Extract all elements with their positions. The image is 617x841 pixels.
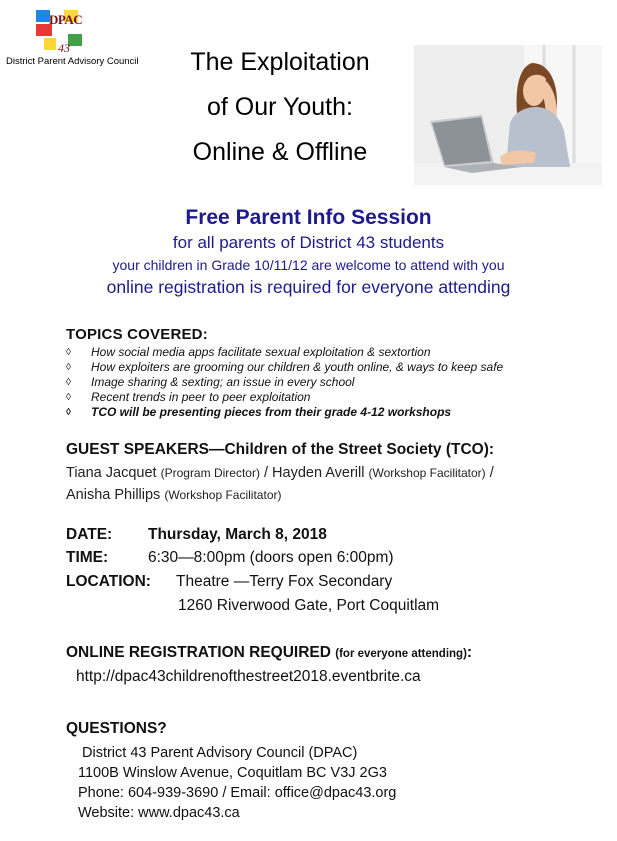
contact-website[interactable]: Website: www.dpac43.ca: [78, 805, 240, 821]
event-location-row: [66, 573, 392, 591]
location-label: LOCATION:: [66, 573, 151, 590]
logo-letters: DPAC: [49, 12, 83, 27]
topic-text: Recent trends in peer to peer exploitation: [91, 390, 311, 404]
questions-title: QUESTIONS?: [66, 720, 167, 737]
speaker-name: Tiana Jacquet: [66, 465, 157, 481]
logo-square-yellow-2: [44, 38, 56, 50]
speaker-role: (Workshop Facilitator): [164, 488, 282, 502]
topic-text: Image sharing & sexting; an issue in every school: [91, 375, 355, 389]
diamond-bullet-icon: ◊: [66, 377, 71, 388]
date-label: DATE:: [66, 526, 113, 543]
flyer-title: [150, 40, 410, 175]
logo-square-green: [68, 34, 82, 46]
contact-email[interactable]: Email: office@dpac43.org: [230, 785, 397, 801]
logo-number: 43: [58, 41, 70, 55]
topic-item: [66, 390, 503, 405]
topic-item: [66, 345, 503, 360]
contact-phone: Phone: 604-939-3690: [78, 785, 219, 801]
title-line-3: Online & Offline: [192, 138, 368, 166]
title-line-1: The Exploitation: [190, 48, 370, 76]
speakers-list: [66, 462, 586, 506]
topic-item: [66, 360, 503, 375]
registration-note: (for everyone attending): [335, 648, 467, 660]
session-subheading: for all parents of District 43 students: [172, 233, 445, 252]
time-value: 6:30—8:00pm (doors open 6:00pm): [148, 549, 394, 566]
topic-text: How social media apps facilitate sexual exploitation & sextortion: [91, 345, 431, 359]
registration-title: [66, 644, 472, 662]
session-block: [0, 204, 617, 298]
session-registration-note: online registration is required for everyone attending: [106, 277, 511, 297]
title-line-2: of Our Youth:: [207, 93, 353, 121]
session-grades-note: your children in Grade 10/11/12 are welcome to attend with you: [112, 257, 505, 273]
location-line-1: Theatre —Terry Fox Secondary: [176, 573, 393, 590]
contact-divider: /: [222, 785, 227, 801]
speakers-title: GUEST SPEAKERS—Children of the Street Society (TCO):: [66, 441, 495, 458]
topic-item: [66, 405, 503, 420]
dpac-logo-mark: [34, 8, 90, 56]
logo-caption: District Parent Advisory Council: [6, 56, 139, 67]
speaker-name: Anisha Phillips: [66, 487, 161, 503]
registration-link[interactable]: http://dpac43childrenofthestreet2018.eventbrite.ca: [76, 668, 421, 685]
contact-address: 1100B Winslow Avenue, Coquitlam BC V3J 2G3: [78, 765, 387, 781]
contact-phone-email-row: [78, 783, 396, 803]
speaker-name: Hayden Averill: [272, 465, 365, 481]
topic-text: TCO will be presenting pieces from their grade 4-12 workshops: [91, 405, 452, 419]
speaker-separator: /: [489, 465, 494, 481]
speaker-role: (Workshop Facilitator): [368, 466, 486, 480]
date-value: Thursday, March 8, 2018: [148, 526, 327, 543]
logo-square-blue: [36, 10, 50, 22]
speaker-separator: /: [263, 465, 269, 481]
speaker-role: (Program Director): [160, 466, 260, 480]
topic-text: How exploiters are grooming our children & youth online, & ways to keep safe: [91, 360, 504, 374]
contact-org: District 43 Parent Advisory Council (DPAC): [82, 745, 358, 761]
stressed-teen-laptop-photo: [414, 45, 602, 185]
event-time-row: [66, 549, 394, 567]
diamond-bullet-icon: ◊: [66, 407, 71, 418]
diamond-bullet-icon: ◊: [66, 362, 71, 373]
event-date-row: [66, 526, 327, 544]
location-line-2: 1260 Riverwood Gate, Port Coquitlam: [178, 597, 440, 614]
topics-title: TOPICS COVERED:: [66, 326, 208, 343]
session-heading: Free Parent Info Session: [185, 206, 432, 229]
topic-item: [66, 375, 503, 390]
diamond-bullet-icon: ◊: [66, 347, 71, 358]
registration-colon: :: [466, 644, 473, 661]
dpac-logo: [6, 8, 139, 68]
registration-heading: ONLINE REGISTRATION REQUIRED: [66, 644, 331, 661]
diamond-bullet-icon: ◊: [66, 392, 71, 403]
topics-list: [66, 345, 503, 420]
contact-info: [78, 743, 396, 823]
time-label: TIME:: [66, 549, 109, 566]
